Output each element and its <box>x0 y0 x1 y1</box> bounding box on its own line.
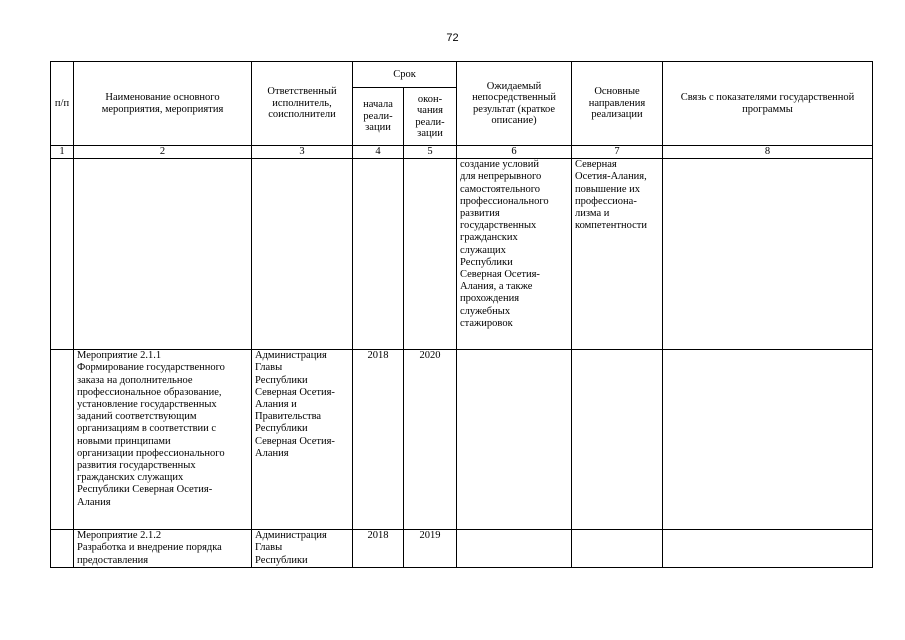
cell-start: 2018 <box>353 350 404 530</box>
header-result: Ожидаемый непосредственный результат (краткое описание) <box>457 62 572 146</box>
cell-link <box>663 530 873 568</box>
cell-num <box>51 159 74 350</box>
cell-start <box>353 159 404 350</box>
header-end: окон- чания реали- зации <box>404 88 457 146</box>
cell-responsible: Администрация Главы Республики <box>252 530 353 568</box>
program-activities-table <box>50 61 873 568</box>
header-name: Наименование основного мероприятия, мероприятия <box>74 62 252 146</box>
cell-responsible <box>252 159 353 350</box>
column-number: 7 <box>572 146 663 159</box>
header-num: п/п <box>51 62 74 146</box>
cell-end: 2019 <box>404 530 457 568</box>
column-number: 3 <box>252 146 353 159</box>
column-number: 1 <box>51 146 74 159</box>
cell-result: создание условий для непрерывного самостоятельного профессионального развития государственных гражданских служащих Республики Северная Осетия- Алания, а также прохождения служебных стажировок <box>457 159 572 350</box>
cell-name: Мероприятие 2.1.1 Формирование государственного заказа на дополнительное профессиональное образование, установление государственных заданий соответствующим организациям в соответствии с новыми принципами организации профессионального развития государственных гражданских служащих Республики Северная Осетия- Алания <box>74 350 252 530</box>
cell-name <box>74 159 252 350</box>
cell-end <box>404 159 457 350</box>
column-number-row <box>51 146 873 159</box>
cell-result <box>457 350 572 530</box>
cell-name: Мероприятие 2.1.2 Разработка и внедрение порядка предоставления <box>74 530 252 568</box>
page-number: 72 <box>446 32 459 44</box>
table-row <box>51 159 873 350</box>
header-link: Связь с показателями государственной программы <box>663 62 873 146</box>
header-responsible: Ответственный исполнитель, соисполнители <box>252 62 353 146</box>
column-number: 8 <box>663 146 873 159</box>
column-number: 6 <box>457 146 572 159</box>
cell-result <box>457 530 572 568</box>
cell-directions <box>572 530 663 568</box>
header-term: Срок <box>353 62 457 88</box>
cell-directions <box>572 350 663 530</box>
column-number: 5 <box>404 146 457 159</box>
cell-start: 2018 <box>353 530 404 568</box>
cell-end: 2020 <box>404 350 457 530</box>
header-directions: Основные направления реализации <box>572 62 663 146</box>
column-number: 2 <box>74 146 252 159</box>
cell-num <box>51 350 74 530</box>
cell-link <box>663 350 873 530</box>
column-number: 4 <box>353 146 404 159</box>
header-start: начала реали- зации <box>353 88 404 146</box>
cell-responsible: Администрация Главы Республики Северная Осетия- Алания и Правительства Республики Северная Осетия- Алания <box>252 350 353 530</box>
table-row <box>51 530 873 568</box>
table-row <box>51 350 873 530</box>
cell-link <box>663 159 873 350</box>
cell-directions: Северная Осетия-Алания, повышение их профессиона- лизма и компетентности <box>572 159 663 350</box>
cell-num <box>51 530 74 568</box>
